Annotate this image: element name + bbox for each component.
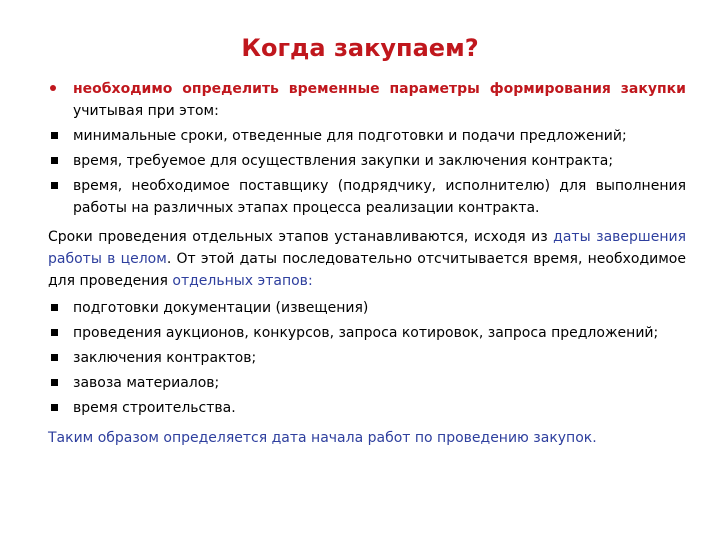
- list-item-text: проведения аукционов, конкурсов, запроса котировок, запроса предложений;: [73, 325, 659, 341]
- square-bullet-icon: [51, 329, 58, 336]
- list-item-text: заключения контрактов;: [73, 350, 257, 366]
- square-bullet-icon: [51, 182, 58, 189]
- list-item: [48, 297, 686, 319]
- paragraph-highlight: даты завершения работы в целом: [48, 229, 686, 267]
- list-item-text: подготовки документации (извещения): [73, 300, 369, 316]
- list-item: [48, 150, 686, 172]
- paragraph-text: . От этой даты последовательно отсчитывается время, необходимое для проведения: [48, 251, 686, 289]
- square-bullet-icon: [51, 354, 58, 361]
- paragraph-text: :: [307, 273, 313, 289]
- paragraph-text: Сроки проведения отдельных этапов устанавливаются, исходя из: [48, 229, 554, 245]
- list-item-text: время, требуемое для осуществления закупки и заключения контракта;: [73, 153, 614, 169]
- list-item-text: время строительства.: [73, 400, 236, 416]
- list-item: [48, 397, 686, 419]
- round-bullet-icon: [50, 85, 56, 91]
- page-title: Когда закупаем?: [241, 34, 479, 62]
- list-item-text: завоза материалов;: [73, 375, 220, 391]
- list-item: [48, 347, 686, 369]
- list-item-text: время, необходимое поставщику (подрядчику, исполнителю) для выполнения работы на различных этапах процесса реализации контракта.: [73, 178, 686, 216]
- square-bullet-icon: [51, 379, 58, 386]
- square-bullet-icon: [51, 157, 58, 164]
- list-item: [48, 372, 686, 394]
- square-bullet-icon: [51, 304, 58, 311]
- stages-paragraph: [48, 226, 686, 292]
- intro-rest-text: учитывая при этом:: [73, 103, 219, 119]
- intro-bold-text: необходимо определить временные параметры формирования закупки: [73, 81, 686, 97]
- square-bullet-icon: [51, 132, 58, 139]
- intro-item: [48, 78, 686, 122]
- slide-content: [48, 78, 686, 449]
- list-item-text: минимальные сроки, отведенные для подготовки и подачи предложений;: [73, 128, 627, 144]
- list-item: [48, 322, 686, 344]
- list-item: [48, 125, 686, 147]
- list-item: [48, 175, 686, 219]
- square-bullet-icon: [51, 404, 58, 411]
- conclusion-text: Таким образом определяется дата начала работ по проведению закупок.: [48, 430, 597, 446]
- paragraph-highlight: отдельных этапов: [172, 273, 308, 289]
